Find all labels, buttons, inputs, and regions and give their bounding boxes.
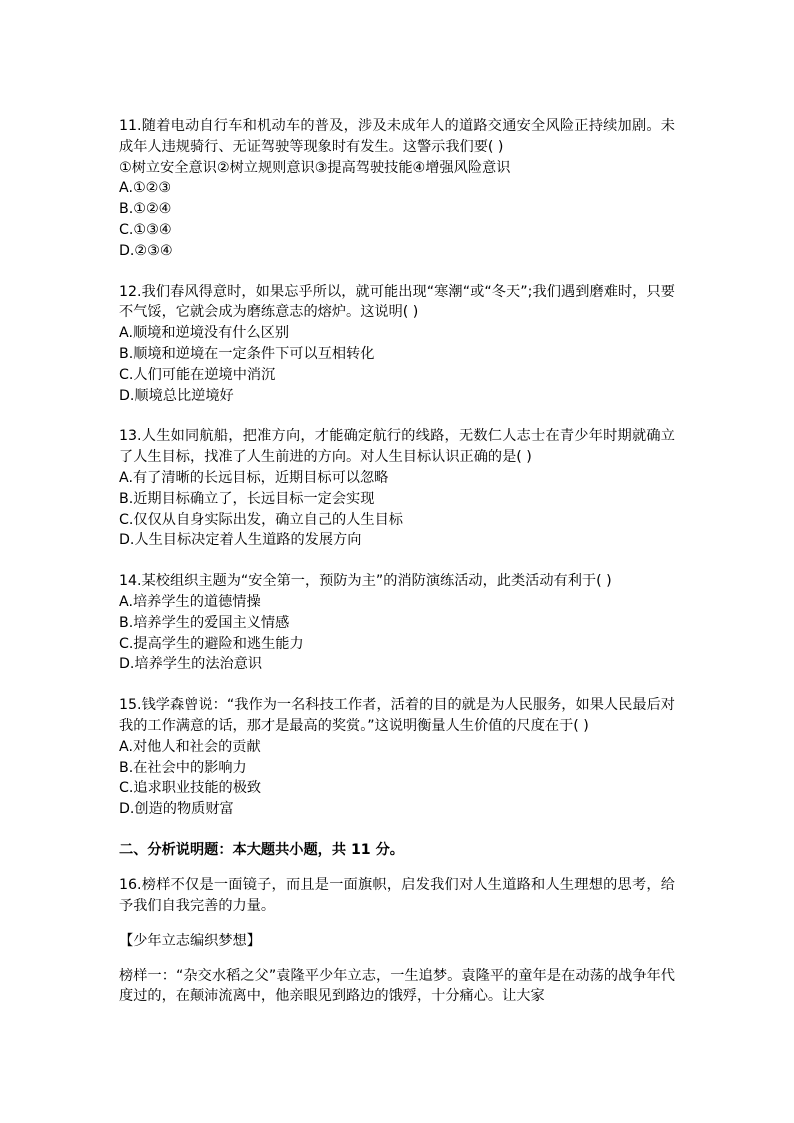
question-stem: 13.人生如同航船，把准方向，才能确定航行的线路，无数仁人志士在青少年时期就确立了人生目标，找准了人生前进的方向。对人生目标认识正确的是( ) <box>119 428 675 466</box>
question-12 <box>119 282 675 407</box>
question-stem: 11.随着电动自行车和机动车的普及，涉及未成年人的道路交通安全风险正持续加剧。未成年人违规骑行、无证驾驶等现象时有发生。这警示我们要( ) <box>119 118 675 155</box>
option-a: A.顺境和逆境没有什么区别 <box>119 325 290 342</box>
question-statements: ①树立安全意识②树立规则意识③提高驾驶技能④增强风险意识 <box>119 159 511 176</box>
section-analysis <box>119 840 675 1007</box>
question-stem: 14.某校组织主题为“安全第一，预防为主”的消防演练活动，此类活动有利于( ) <box>119 573 612 590</box>
section-title: 二、分析说明题：本大题共小题，共 11 分。 <box>119 841 404 858</box>
option-b: B.在社会中的影响力 <box>119 759 247 776</box>
option-b: B.培养学生的爱国主义情感 <box>119 614 290 631</box>
option-d: D.顺境总比逆境好 <box>119 387 234 404</box>
option-c: C.人们可能在逆境中消沉 <box>119 366 276 383</box>
option-c: C.仅仅从自身实际出发，确立自己的人生目标 <box>119 511 403 528</box>
question-13 <box>119 426 675 551</box>
option-a: A.①②③ <box>119 180 172 197</box>
question-15 <box>119 695 675 820</box>
option-b: B.①②④ <box>119 201 172 218</box>
question-stem: 12.我们春风得意时，如果忘乎所以，就可能出现“寒潮“或“冬天”;我们遇到磨难时，只要不气馁，它就会成为磨练意志的熔炉。这说明( ) <box>119 283 675 321</box>
document-content <box>119 116 675 1021</box>
option-d: D.创造的物质财富 <box>119 801 234 818</box>
material-subheading: 【少年立志编织梦想】 <box>119 932 261 949</box>
option-d: D.②③④ <box>119 242 173 259</box>
option-b: B.近期目标确立了，长远目标一定会实现 <box>119 490 375 507</box>
option-a: A.培养学生的道德情操 <box>119 593 261 610</box>
option-d: D.培养学生的法治意识 <box>119 656 263 673</box>
option-c: C.提高学生的避险和逃生能力 <box>119 635 304 652</box>
option-d: D.人生目标决定着人生道路的发展方向 <box>119 532 362 549</box>
option-a: A.对他人和社会的贡献 <box>119 738 261 755</box>
question-14 <box>119 571 675 675</box>
question-stem: 15.钱学森曾说：“我作为一名科技工作者，活着的目的就是为人民服务，如果人民最后对我的工作满意的话，那才是最高的奖赏。”这说明衡量人生价值的尺度在于( ) <box>119 697 675 734</box>
option-c: C.①③④ <box>119 221 172 238</box>
option-b: B.顺境和逆境在一定条件下可以互相转化 <box>119 345 375 362</box>
option-a: A.有了清晰的长远目标，近期目标可以忽略 <box>119 469 389 486</box>
question-11 <box>119 116 675 262</box>
material-paragraph: 榜样一：“杂交水稻之父”袁隆平少年立志，一生追梦。袁隆平的童年是在动荡的战争年代度过的，在颠沛流离中，他亲眼见到路边的饿殍，十分痛心。让大家 <box>119 967 675 1005</box>
question-16-stem: 16.榜样不仅是一面镜子，而且是一面旗帜，启发我们对人生道路和人生理想的思考，给予我们自我完善的力量。 <box>119 876 675 914</box>
option-c: C.追求职业技能的极致 <box>119 780 262 797</box>
